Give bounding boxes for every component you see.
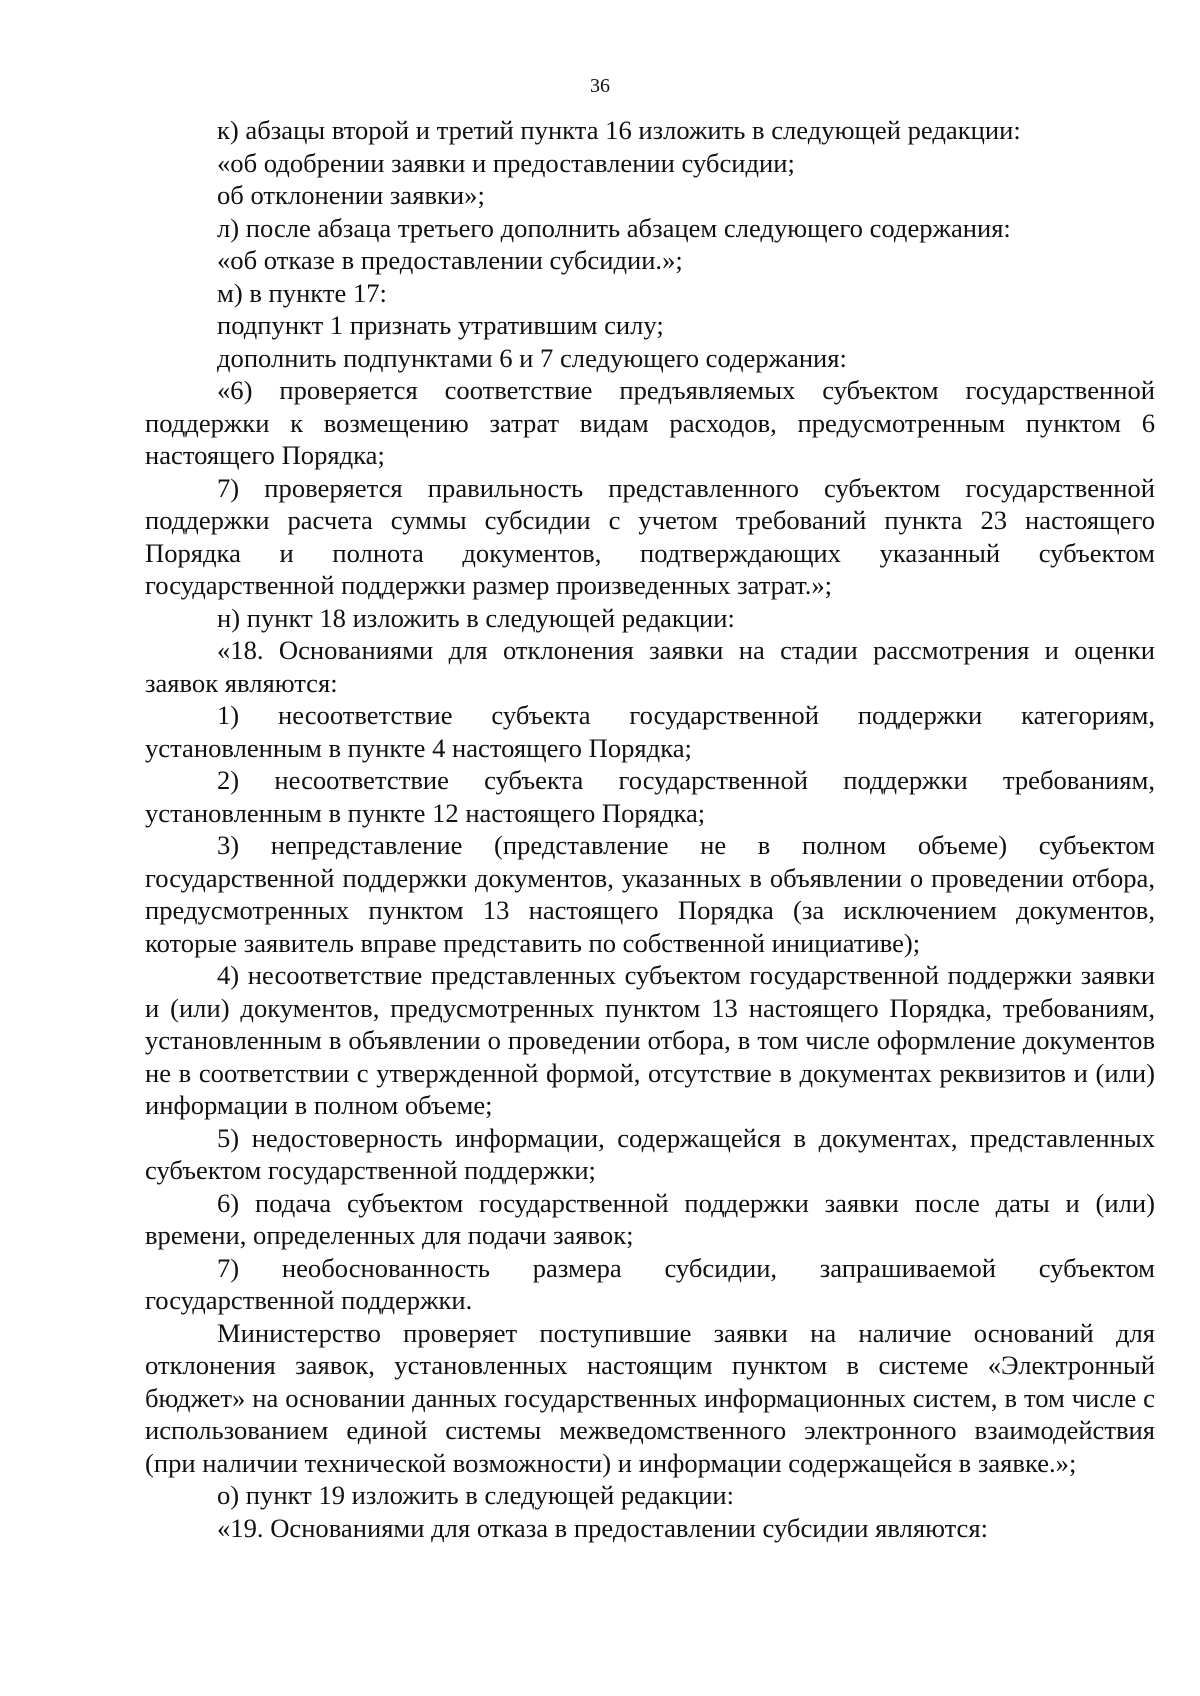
paragraph-l: л) после абзаца третьего дополнить абзацем следующего содержания:	[217, 212, 1011, 243]
paragraph-ground-5: 5) недостоверность информации, содержащейся в документах, представленных субъектом государственной поддержки;	[145, 1122, 1155, 1185]
paragraph-quote-refusal: «об отказе в предоставлении субсидии.»;	[217, 245, 683, 275]
paragraph-o: о) пункт 19 изложить в следующей редакции:	[217, 1480, 734, 1510]
paragraph-ground-6: 6) подача субъектом государственной поддержки заявки после даты и (или) времени, определенных для подачи заявок;	[145, 1187, 1155, 1250]
paragraph-subpoint-1: подпункт 1 признать утратившим силу;	[217, 310, 664, 340]
paragraph-k: к) абзацы второй и третий пункта 16 изложить в следующей редакции:	[217, 115, 1021, 145]
paragraph-ground-4: 4) несоответствие представленных субъектом государственной поддержки заявки и (или) документов, предусмотренных пунктом 13 настоящего Порядка, требованиям, установленным в объявлении о проведении отбора, в том числе оформление документов не в соответствии с утвержденной формой, отсутствие в документах реквизитов и (или) информации в полном объеме;	[145, 960, 1155, 1120]
document-body	[145, 114, 1155, 1544]
paragraph-n: н) пункт 18 изложить в следующей редакции:	[217, 602, 735, 633]
paragraph-subpoint-7: 7) проверяется правильность представленного субъектом государственной поддержки расчета суммы субсидии с учетом требований пункта 23 настоящего Порядка и полнота документов, подтверждающих указанный субъектом государственной поддержки размер произведенных затрат.»;	[145, 472, 1155, 600]
paragraph-ground-7: 7) необоснованность размера субсидии, запрашиваемой субъектом государственной поддержки.	[145, 1252, 1155, 1315]
page-number: 36	[590, 75, 610, 97]
paragraph-point-19: «19. Основаниями для отказа в предоставлении субсидии являются:	[217, 1512, 988, 1543]
paragraph-quote-approval: «об одобрении заявки и предоставлении субсидии;	[217, 147, 795, 178]
paragraph-subpoint-6: «6) проверяется соответствие предъявляемых субъектом государственной поддержки к возмещению затрат видам расходов, предусмотренным пунктом 6 настоящего Порядка;	[145, 375, 1155, 470]
paragraph-ground-2: 2) несоответствие субъекта государственной поддержки требованиям, установленным в пункте 12 настоящего Порядка;	[145, 765, 1155, 828]
paragraph-ground-3: 3) непредставление (представление не в полном объеме) субъектом государственной поддержки документов, указанных в объявлении о проведении отбора, предусмотренных пунктом 13 настоящего Порядка (за исключением документов, которые заявитель вправе представить по собственной инициативе);	[145, 830, 1155, 958]
paragraph-ground-1: 1) несоответствие субъекта государственной поддержки категориям, установленным в пункте 4 настоящего Порядка;	[145, 700, 1155, 763]
paragraph-add-subpoints: дополнить подпунктами 6 и 7 следующего содержания:	[217, 342, 847, 373]
paragraph-m: м) в пункте 17:	[217, 277, 387, 308]
paragraph-quote-rejection: об отклонении заявки»;	[217, 180, 485, 210]
paragraph-ministry-check: Министерство проверяет поступившие заявки на наличие оснований для отклонения заявок, установленных настоящим пунктом в системе «Электронный бюджет» на основании данных государственных информационных систем, в том числе с использованием единой системы межведомственного электронного взаимодействия (при наличии технической возможности) и информации содержащейся в заявке.»;	[145, 1317, 1155, 1478]
paragraph-point-18: «18. Основаниями для отклонения заявки на стадии рассмотрения и оценки заявок являются:	[145, 635, 1155, 698]
